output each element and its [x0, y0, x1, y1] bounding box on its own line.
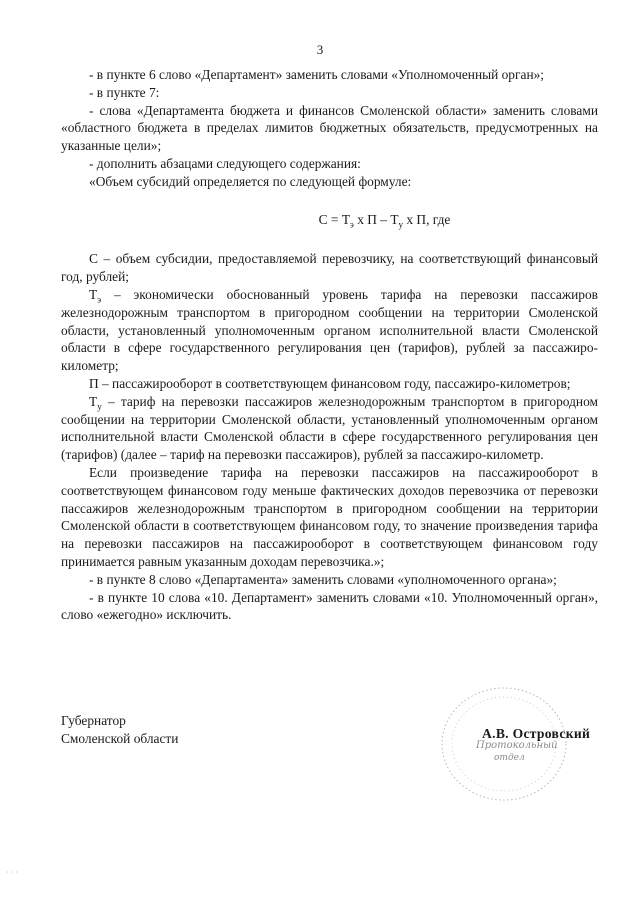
stamp-text-line2: отдел: [494, 753, 525, 763]
paragraph-formula-intro: «Объем субсидий определяется по следующей формуле:: [89, 173, 412, 189]
formula-part-c: С = Т: [318, 211, 350, 227]
paragraph-if-product: Если произведение тарифа на перевозки пассажиров на пассажирооборот в соответствующем финансовом году меньше фактических доходов перевозчика от перевозки пассажиров железнодорожным транспортом в пригородном сообщении на территории Смоленской области в соответствующем финансовом году, то значение произведения тарифа на перевозки пассажиров на пассажирооборот в соответствующем финансовом году принимается равным указанным доходам перевозчика.»;: [61, 464, 598, 569]
definition-tu-text: – тариф на перевозки пассажиров железнодорожным транспортом в пригородном сообщении на территории Смоленской области, установленный уполномоченным органом исполнительной власти Смоленской области в сфере государственного регулирования цен (тарифов) (далее – тариф на перевозки пассажиров), рублей за пассажиро-километр.: [61, 393, 598, 463]
stamp-seal: [424, 680, 584, 810]
scan-margin-mark: · · ·: [6, 868, 18, 877]
page-number: 3: [316, 42, 324, 57]
signer-name: А.В. Островский: [482, 726, 591, 741]
signer-title-line1: Губернатор: [61, 713, 126, 728]
definition-p: П – пассажирооборот в соответствующем финансовом году, пассажиро-километров;: [89, 375, 571, 391]
stamp-text-line1: Протокольный: [476, 740, 558, 751]
paragraph-item-10: - в пункте 10 слова «10. Департамент» заменить словами «10. Уполномоченный орган», слово «ежегодно» исключить.: [61, 589, 598, 623]
formula-part-mid: х П – Т: [353, 211, 399, 227]
symbol-t: Т: [89, 286, 98, 302]
signer-title-line2: Смоленской области: [61, 730, 179, 746]
formula-sub-u: у: [398, 219, 404, 230]
symbol-sub-e: э: [97, 294, 102, 305]
symbol-sub-u: у: [97, 401, 102, 412]
paragraph-add-abzacy: - дополнить абзацами следующего содержания:: [89, 155, 361, 171]
paragraph-item-6: - в пункте 6 слово «Департамент» заменить словами «Уполномоченный орган»;: [89, 67, 545, 82]
signature-block: [61, 712, 178, 748]
definition-tu: [61, 393, 598, 464]
formula-part-end: х П, где: [403, 211, 451, 227]
paragraph-replace-words: - слова «Департамента бюджета и финансов Смоленской области» заменить словами «областного бюджета в пределах лимитов бюджетных обязательств, предусмотренных на указанные цели»;: [61, 102, 598, 154]
document-body: [61, 66, 598, 624]
definition-te-text: – экономически обоснованный уровень тарифа на перевозки пассажиров железнодорожным транспортом в пригородном сообщении на территории Смоленской области, установленный уполномоченным органом исполнительной власти Смоленской области в сфере государственного регулирования цен (тарифов), рублей за пассажиро-километр;: [61, 286, 598, 374]
symbol-t: Т: [89, 393, 98, 409]
formula-sub-e: э: [350, 219, 354, 230]
definition-te: [61, 286, 598, 375]
paragraph-item-8: - в пункте 8 слово «Департамента» заменить словами «уполномоченного органа»;: [89, 571, 557, 587]
subsidy-formula: [61, 211, 598, 229]
definition-c: С – объем субсидии, предоставляемой перевозчику, на соответствующий финансовый год, рублей;: [61, 251, 598, 285]
paragraph-item-7: - в пункте 7:: [89, 84, 160, 100]
